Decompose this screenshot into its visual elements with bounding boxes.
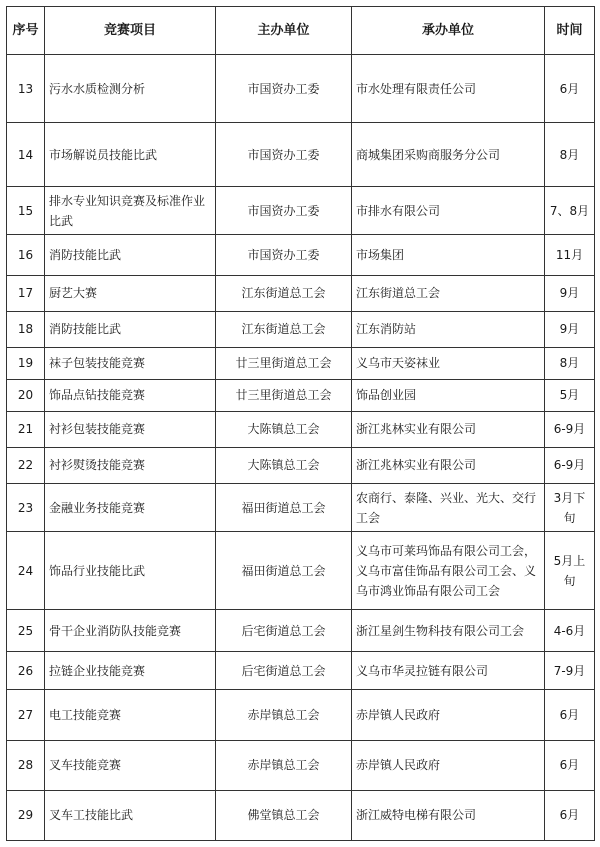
cell-time: 5月 — [545, 379, 595, 411]
cell-undertaker: 市排水有限公司 — [352, 187, 545, 235]
header-time: 时间 — [545, 7, 595, 55]
table-row — [7, 187, 595, 235]
cell-event: 消防技能比武 — [45, 235, 216, 275]
cell-organizer: 后宅街道总工会 — [216, 610, 352, 652]
cell-event: 污水水质检测分析 — [45, 55, 216, 123]
cell-time: 11月 — [545, 235, 595, 275]
cell-no: 28 — [7, 740, 45, 790]
cell-organizer: 市国资办工委 — [216, 123, 352, 187]
cell-event: 叉车技能竞赛 — [45, 740, 216, 790]
cell-undertaker: 赤岸镇人民政府 — [352, 690, 545, 740]
cell-time: 7、8月 — [545, 187, 595, 235]
table-row — [7, 790, 595, 840]
cell-undertaker: 赤岸镇人民政府 — [352, 740, 545, 790]
cell-event: 拉链企业技能竞赛 — [45, 652, 216, 690]
table-row — [7, 652, 595, 690]
cell-undertaker: 义乌市华灵拉链有限公司 — [352, 652, 545, 690]
cell-no: 18 — [7, 311, 45, 347]
cell-event: 叉车工技能比武 — [45, 790, 216, 840]
cell-no: 14 — [7, 123, 45, 187]
cell-organizer: 佛堂镇总工会 — [216, 790, 352, 840]
cell-event: 袜子包装技能竞赛 — [45, 347, 216, 379]
cell-organizer: 廿三里街道总工会 — [216, 379, 352, 411]
cell-no: 29 — [7, 790, 45, 840]
cell-organizer: 赤岸镇总工会 — [216, 740, 352, 790]
cell-organizer: 大陈镇总工会 — [216, 447, 352, 483]
cell-undertaker: 江东街道总工会 — [352, 275, 545, 311]
cell-undertaker: 市水处理有限责任公司 — [352, 55, 545, 123]
cell-event: 饰品行业技能比武 — [45, 532, 216, 610]
cell-time: 6月 — [545, 790, 595, 840]
table-row — [7, 347, 595, 379]
cell-event: 金融业务技能竞赛 — [45, 484, 216, 532]
header-event: 竞赛项目 — [45, 7, 216, 55]
cell-event: 市场解说员技能比武 — [45, 123, 216, 187]
cell-time: 4-6月 — [545, 610, 595, 652]
cell-undertaker: 义乌市天姿袜业 — [352, 347, 545, 379]
cell-time: 9月 — [545, 311, 595, 347]
cell-organizer: 市国资办工委 — [216, 235, 352, 275]
cell-organizer: 江东街道总工会 — [216, 275, 352, 311]
table-row — [7, 235, 595, 275]
cell-time: 6月 — [545, 690, 595, 740]
cell-time: 6-9月 — [545, 411, 595, 447]
cell-time: 6月 — [545, 740, 595, 790]
cell-no: 27 — [7, 690, 45, 740]
table-row — [7, 484, 595, 532]
table-row — [7, 123, 595, 187]
table-row — [7, 690, 595, 740]
cell-organizer: 后宅街道总工会 — [216, 652, 352, 690]
cell-time: 7-9月 — [545, 652, 595, 690]
header-no: 序号 — [7, 7, 45, 55]
cell-no: 25 — [7, 610, 45, 652]
cell-no: 26 — [7, 652, 45, 690]
cell-undertaker: 饰品创业园 — [352, 379, 545, 411]
cell-organizer: 江东街道总工会 — [216, 311, 352, 347]
cell-time: 6-9月 — [545, 447, 595, 483]
cell-event: 电工技能竞赛 — [45, 690, 216, 740]
cell-event: 排水专业知识竞赛及标准作业比武 — [45, 187, 216, 235]
cell-no: 19 — [7, 347, 45, 379]
table-row — [7, 379, 595, 411]
header-undertaker: 承办单位 — [352, 7, 545, 55]
cell-organizer: 福田街道总工会 — [216, 532, 352, 610]
cell-event: 衬衫熨烫技能竞赛 — [45, 447, 216, 483]
cell-no: 23 — [7, 484, 45, 532]
cell-time: 8月 — [545, 123, 595, 187]
table-row — [7, 740, 595, 790]
cell-organizer: 福田街道总工会 — [216, 484, 352, 532]
cell-undertaker: 江东消防站 — [352, 311, 545, 347]
cell-time: 6月 — [545, 55, 595, 123]
cell-undertaker: 市场集团 — [352, 235, 545, 275]
cell-no: 17 — [7, 275, 45, 311]
cell-undertaker: 商城集团采购商服务分公司 — [352, 123, 545, 187]
table-row — [7, 610, 595, 652]
cell-organizer: 市国资办工委 — [216, 187, 352, 235]
cell-event: 骨干企业消防队技能竞赛 — [45, 610, 216, 652]
table-row — [7, 275, 595, 311]
cell-time: 9月 — [545, 275, 595, 311]
cell-no: 15 — [7, 187, 45, 235]
cell-undertaker: 浙江兆林实业有限公司 — [352, 411, 545, 447]
cell-time: 5月上旬 — [545, 532, 595, 610]
cell-event: 消防技能比武 — [45, 311, 216, 347]
cell-time: 8月 — [545, 347, 595, 379]
cell-event: 厨艺大赛 — [45, 275, 216, 311]
cell-undertaker: 浙江星剑生物科技有限公司工会 — [352, 610, 545, 652]
cell-undertaker: 农商行、泰隆、兴业、光大、交行工会 — [352, 484, 545, 532]
cell-no: 22 — [7, 447, 45, 483]
cell-no: 13 — [7, 55, 45, 123]
table-row — [7, 447, 595, 483]
cell-organizer: 市国资办工委 — [216, 55, 352, 123]
table-row — [7, 311, 595, 347]
cell-time: 3月下旬 — [545, 484, 595, 532]
table-row — [7, 411, 595, 447]
cell-organizer: 廿三里街道总工会 — [216, 347, 352, 379]
cell-undertaker: 义乌市可莱玛饰品有限公司工会，义乌市富佳饰品有限公司工会、义乌市鸿业饰品有限公司工会 — [352, 532, 545, 610]
cell-undertaker: 浙江兆林实业有限公司 — [352, 447, 545, 483]
cell-no: 16 — [7, 235, 45, 275]
cell-organizer: 赤岸镇总工会 — [216, 690, 352, 740]
header-organizer: 主办单位 — [216, 7, 352, 55]
table-row — [7, 532, 595, 610]
cell-no: 21 — [7, 411, 45, 447]
cell-event: 饰品点钻技能竞赛 — [45, 379, 216, 411]
competition-table — [6, 6, 595, 841]
header-row — [7, 7, 595, 55]
cell-organizer: 大陈镇总工会 — [216, 411, 352, 447]
cell-event: 衬衫包装技能竞赛 — [45, 411, 216, 447]
table-row — [7, 55, 595, 123]
cell-undertaker: 浙江威特电梯有限公司 — [352, 790, 545, 840]
cell-no: 24 — [7, 532, 45, 610]
cell-no: 20 — [7, 379, 45, 411]
